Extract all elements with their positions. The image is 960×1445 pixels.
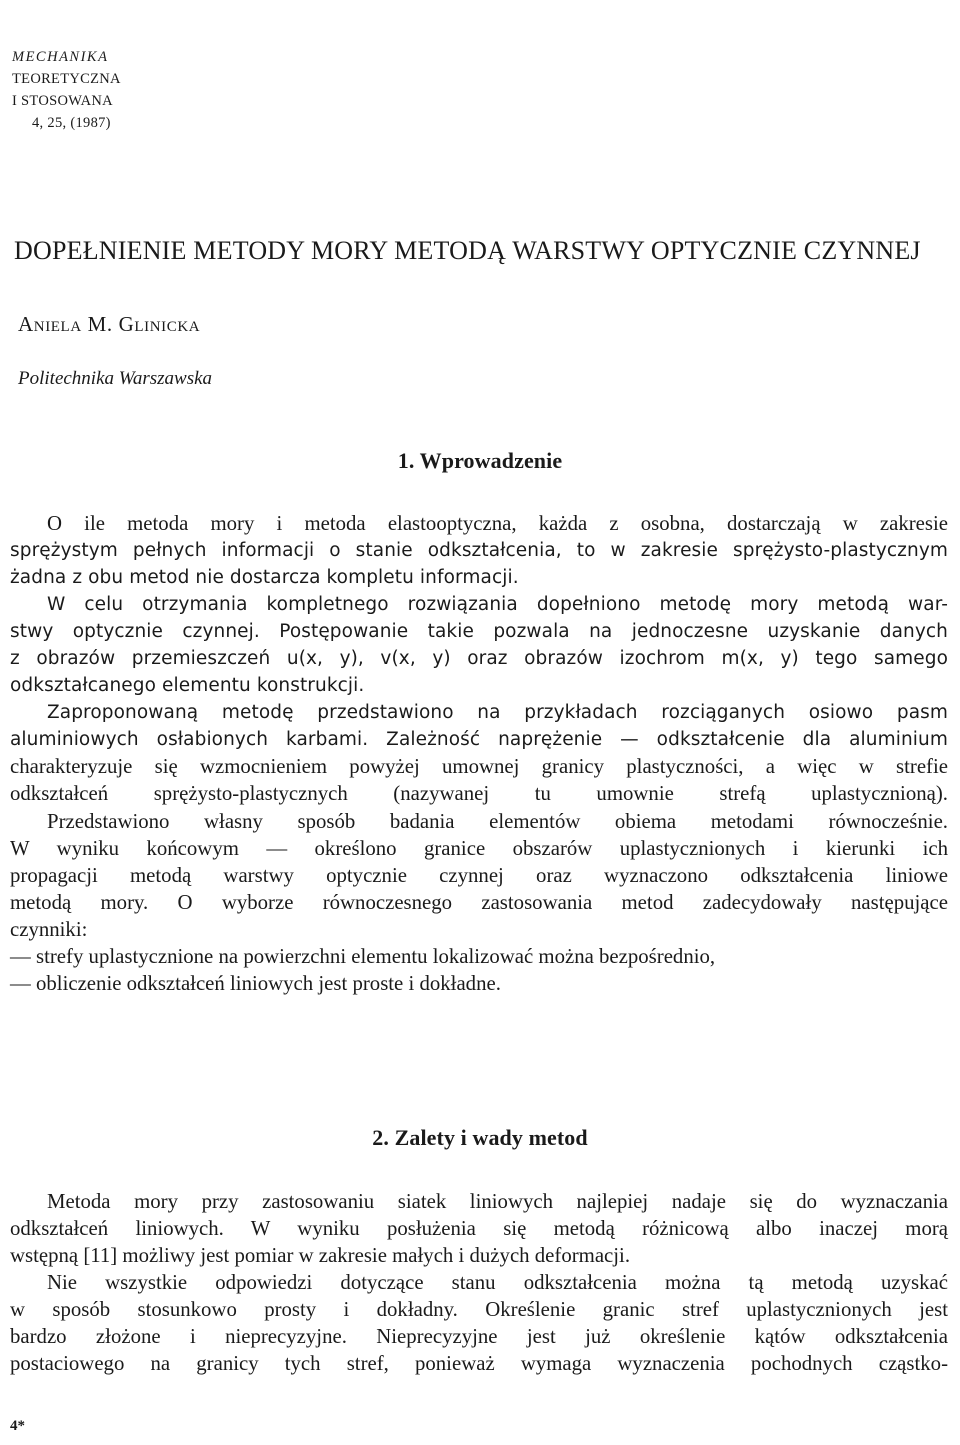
- text-line: metodą mory. O wyborze równoczesnego zastosowania metod zadecydowały następujące: [10, 890, 948, 914]
- journal-volume: 4, 25, (1987): [32, 115, 111, 131]
- article-title: DOPEŁNIENIE METODY MORY METODĄ WARSTWY OPTYCZNIE CZYNNEJ: [14, 236, 921, 265]
- text-line: w sposób stosunkowo prosty i dokładny. Określenie granic stref uplastycznionych jest: [10, 1298, 948, 1322]
- list-item: — strefy uplastycznione na powierzchni elementu lokalizować można bezpośrednio,: [10, 944, 716, 968]
- text-line: czynniki:: [10, 917, 88, 941]
- text-line: charakteryzuje się wzmocnieniem powyżej umownej granicy plastyczności, a więc w strefie: [10, 755, 948, 779]
- journal-name-line-3: I STOSOWANA: [12, 93, 113, 109]
- section-1-heading: 1. Wprowadzenie: [397, 448, 563, 473]
- text-line: Nie wszystkie odpowiedzi dotyczące stanu odkształcenia można tą metodą uzyskać: [47, 1271, 948, 1295]
- text-line: stwy optycznie czynnej. Postępowanie takie pozwala na jednoczesne uzyskanie danych: [10, 621, 948, 643]
- page-mark: 4*: [10, 1418, 25, 1434]
- section-2-heading: 2. Zalety i wady metod: [372, 1125, 588, 1150]
- text-line: W celu otrzymania kompletnego rozwiązania dopełniono metodę mory metodą war-: [47, 594, 948, 616]
- text-line: Metoda mory przy zastosowaniu siatek liniowych najlepiej nadaje się do wyznaczania: [47, 1190, 948, 1213]
- text-line: aluminiowych osłabionych karbami. Zależność naprężenie — odkształcenie dla aluminium: [10, 729, 948, 751]
- text-line: odkształceń liniowych. W wyniku posłużenia się metodą różnicową albo inaczej morą: [10, 1217, 948, 1241]
- text-line: bardzo złożone i nieprecyzyjne. Nieprecyzyjne jest już określenie kątów odkształcenia: [10, 1325, 948, 1349]
- text-line: z obrazów przemieszczeń u(x, y), v(x, y) oraz obrazów izochrom m(x, y) tego samego: [10, 648, 948, 670]
- journal-name-line-1: MECHANIKA: [12, 49, 109, 65]
- text-line: żadna z obu metod nie dostarcza kompletu informacji.: [10, 567, 519, 589]
- article-affiliation: Politechnika Warszawska: [18, 368, 213, 389]
- journal-name-line-2: TEORETYCZNA: [12, 71, 121, 87]
- text-line: Przedstawiono własny sposób badania elementów obiema metodami równocześnie.: [47, 809, 948, 833]
- section-1-body: [10, 510, 948, 997]
- text-line: Zaproponowaną metodę przedstawiono na przykładach rozciąganych osiowo pasm: [47, 702, 948, 724]
- text-line: propagacji metodą warstwy optycznie czynnej oraz wyznaczono odkształcenia liniowe: [10, 863, 948, 887]
- text-line: O ile metoda mory i metoda elastooptyczna, każda z osobna, dostarczają w zakresie: [47, 512, 948, 535]
- section-2-body: [10, 1188, 948, 1377]
- text-line: odkształcanego elementu konstrukcji.: [10, 675, 365, 697]
- journal-header: [12, 46, 121, 134]
- article-author: Aniela M. Glinicka: [18, 312, 201, 336]
- text-line: odkształceń sprężysto-plastycznych (nazywanej tu umownie strefą uplastycznioną).: [10, 782, 948, 806]
- text-line: sprężystym pełnych informacji o stanie odkształcenia, to w zakresie sprężysto-plastycznym: [10, 540, 948, 562]
- text-line: wstępną [11] możliwy jest pomiar w zakresie małych i dużych deformacji.: [10, 1244, 631, 1268]
- list-item: — obliczenie odkształceń liniowych jest proste i dokładne.: [10, 971, 501, 995]
- text-line: postaciowego na granicy tych stref, ponieważ wymaga wyznaczenia pochodnych cząstko-: [10, 1352, 948, 1376]
- text-line: W wyniku końcowym — określono granice obszarów uplastycznionych i kierunki ich: [10, 836, 948, 860]
